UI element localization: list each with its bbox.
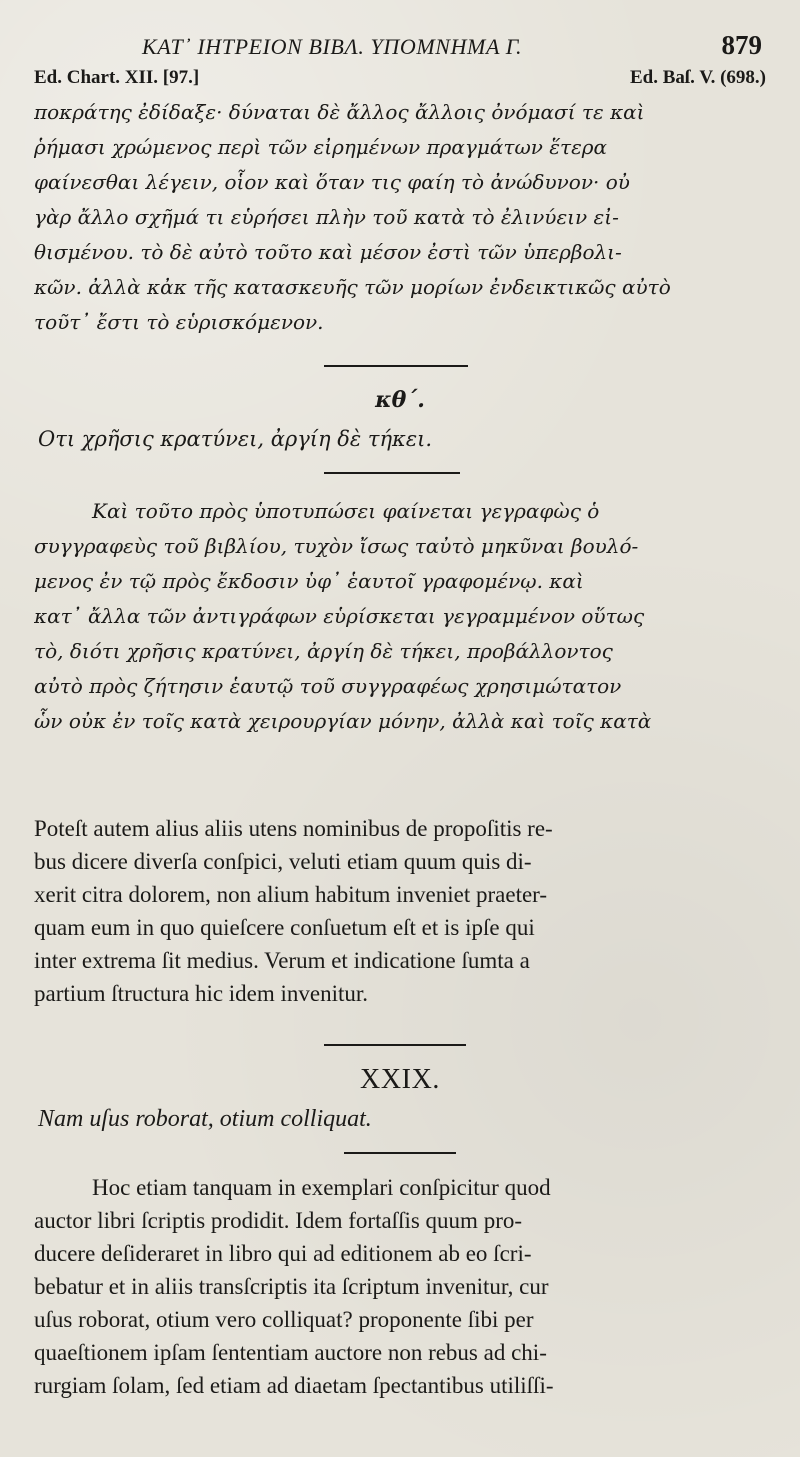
heading-divider <box>344 1152 456 1154</box>
text-line: γὰρ ἄλλο σχῆμά τι εὑρήσει πλὴν τοῦ κατὰ τὸ ἐλινύειν εἰ- <box>34 205 619 229</box>
text-line: rurgiam ſolam, ſed etiam ad diaetam ſpectantibus utiliſſi- <box>34 1373 554 1398</box>
latin-section-heading: Nam uſus roborat, otium colliquat. <box>38 1106 372 1132</box>
text-line: πoκράτης ἐδίδαξε· δύναται δὲ ἄλλος ἄλλοις ὀνόμασί τε καὶ <box>34 100 645 124</box>
text-line: quaeſtionem ipſam ſententiam auctore non rebus ad chi- <box>34 1340 547 1365</box>
latin-section-number: XXIX. <box>360 1064 440 1095</box>
text-line: τοῦτ᾽ ἔστι τὸ εὑρισκόμενον. <box>34 310 324 334</box>
text-line: xerit citra dolorem, non alium habitum inveniet praeter- <box>34 882 548 907</box>
heading-divider <box>324 472 460 474</box>
text-line: uſus roborat, otium vero colliquat? proponente ſibi per <box>34 1307 534 1332</box>
text-line: μενος ἐν τῷ πρὸς ἔκδοσιν ὑφ᾽ ἑαυτοῖ γραφομένῳ. καὶ <box>34 569 584 593</box>
text-line: inter extrema ſit medius. Verum et indicatione ſumta a <box>34 948 530 973</box>
edition-line <box>34 67 766 95</box>
section-divider <box>324 365 468 367</box>
page-number: 879 <box>721 30 762 60</box>
running-title: ΚΑΤ᾽ ΙΗΤΡΕΙΟΝ ΒΙΒΛ. ΥΠΟΜΝΗΜΑ Γ. <box>142 34 523 59</box>
greek-intro-text <box>34 95 766 340</box>
text-line: partium ſtructura hic idem invenitur. <box>34 981 369 1006</box>
edition-reference-right: Ed. Baſ. V. (698.) <box>629 67 766 88</box>
text-line: Poteſt autem alius aliis utens nominibus de propoſitis re- <box>34 816 553 841</box>
text-line: θισμένου. τὸ δὲ αὐτὸ τοῦτο καὶ μέσον ἐστὶ τῶν ὑπερβολι- <box>34 240 622 264</box>
text-line: ὧν οὐκ ἐν τοῖς κατὰ χειρουργίαν μόνην, ἀλλὰ καὶ τοῖς κατὰ <box>34 709 652 733</box>
text-line: bus dicere diverſa conſpici, veluti etiam quum quis di- <box>34 849 532 874</box>
greek-section-text <box>34 494 766 739</box>
greek-section-number: κθ΄. <box>375 387 425 413</box>
section-divider <box>324 1044 466 1046</box>
text-line: ῥήμασι χρώμενος περὶ τῶν εἰρημένων πραγμάτων ἕτερα <box>34 135 608 159</box>
text-line: quam eum in quo quieſcere conſuetum eſt et is ipſe qui <box>34 915 535 940</box>
text-line: συγγραφεὺς τοῦ βιβλίου, τυχὸν ἴσως ταὐτὸ μηκῦναι βουλό- <box>34 534 639 558</box>
running-head <box>34 30 766 64</box>
text-line: κῶν. ἀλλὰ κἀκ τῆς κατασκευῆς τῶν μορίων ἐνδεικτικῶς αὐτὸ <box>34 275 671 299</box>
text-line: auctor libri ſcriptis prodidit. Idem fortaſſis quum pro- <box>34 1208 523 1233</box>
text-line: Καὶ τοῦτο πρὸς ὑποτυπώσει φαίνεται γεγραφὼς ὁ <box>92 499 600 523</box>
text-line: φαίνεσθαι λέγειν, οἷον καὶ ὅταν τις φαίη τὸ ἀνώδυνον· οὐ <box>34 170 630 194</box>
text-line: τὸ, διότι χρῆσις κρατύνει, ἀργίη δὲ τήκει, προβάλλοντος <box>34 639 613 663</box>
text-line: Hoc etiam tanquam in exemplari conſpicitur quod <box>92 1175 551 1200</box>
text-line: ducere deſideraret in libro qui ad editionem ab eo ſcri- <box>34 1241 532 1266</box>
text-line: αὐτὸ πρὸς ζήτησιν ἑαυτῷ τοῦ συγγραφέως χρησιμώτατον <box>34 674 622 698</box>
latin-section-text <box>34 1171 766 1402</box>
latin-intro-text <box>34 812 766 1010</box>
edition-reference-left: Ed. Chart. XII. [97.] <box>34 67 200 88</box>
text-line: κατ᾽ ἄλλα τῶν ἀντιγράφων εὑρίσκεται γεγραμμένον οὕτως <box>34 604 645 628</box>
greek-section-heading: Οτι χρῆσις κρατύνει, ἀργίη δὲ τήκει. <box>38 427 433 451</box>
text-line: bebatur et in aliis transſcriptis ita ſcriptum invenitur, cur <box>34 1274 549 1299</box>
